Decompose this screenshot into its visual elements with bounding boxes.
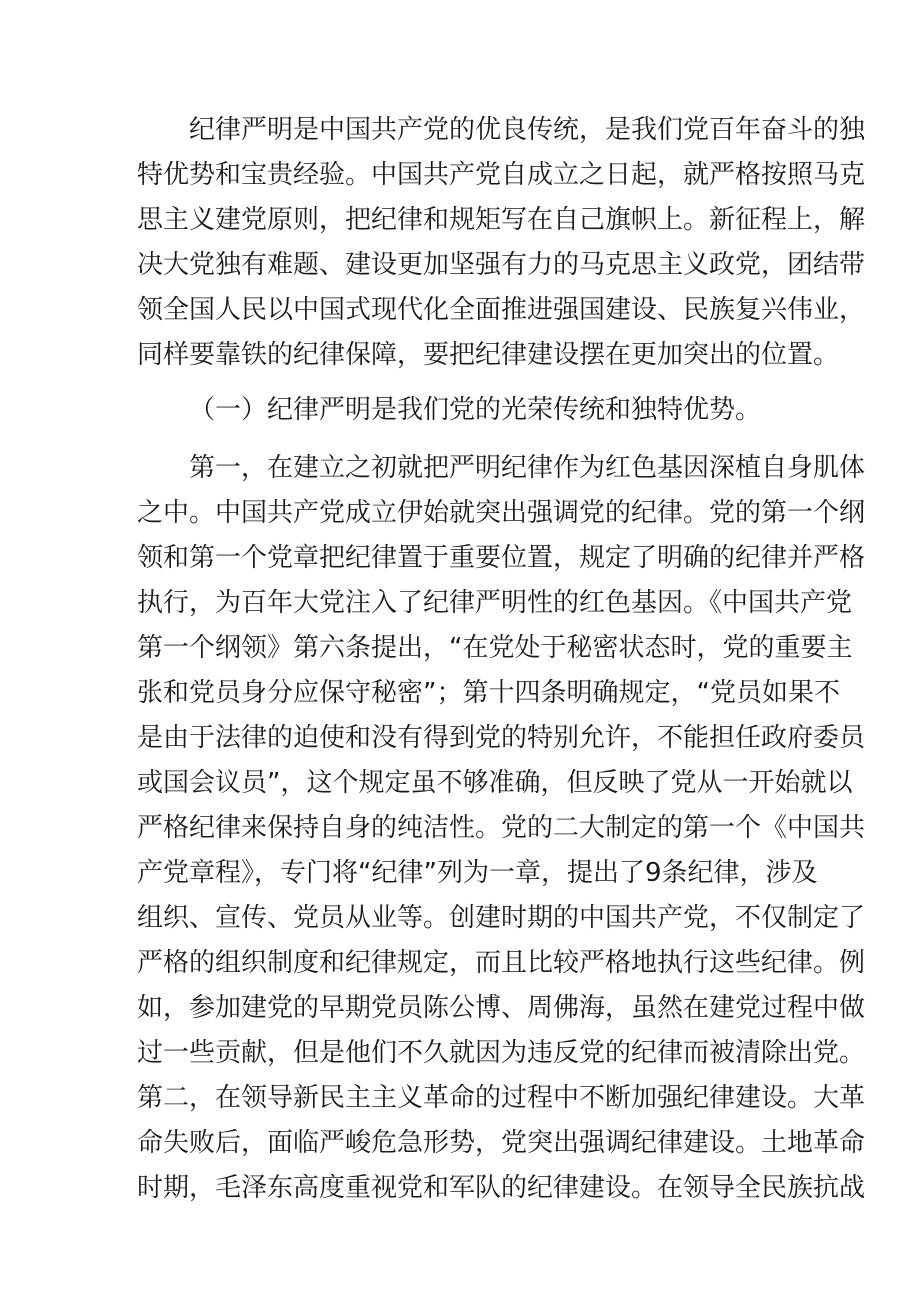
intro-line-6: 同样要靠铁的纪律保障，要把纪律建设摆在更加突出的位置。 [137, 340, 840, 370]
body-line-13: 如，参加建党的早期党员陈公博、周佛海，虽然在建党过程中做 [137, 993, 866, 1023]
body-line-4: 执行，为百年大党注入了纪律严明性的红色基因。《中国共产党 [137, 588, 853, 618]
body-line-17: 时期，毛泽东高度重视党和军队的纪律建设。在领导全民族抗战 [137, 1173, 866, 1203]
body-line-15: 第二，在领导新民主主义革命的过程中不断加强纪律建设。大革 [137, 1083, 866, 1113]
body-line-11: 组织、宣传、党员从业等。创建时期的中国共产党，不仅制定了 [137, 903, 866, 933]
body-line-3: 领和第一个党章把纪律置于重要位置，规定了明确的纪律并严格 [137, 543, 866, 573]
body-line-5: 第一个纲领》第六条提出，“在党处于秘密状态时，党的重要主 [137, 633, 853, 663]
body-line-9: 严格纪律来保持自身的纯洁性。党的二大制定的第一个《中国共 [137, 813, 866, 843]
intro-line-5: 领全国人民以中国式现代化全面推进强国建设、民族复兴伟业， [137, 295, 866, 325]
body-line-16: 命失败后，面临严峻危急形势，党突出强调纪律建设。土地革命 [137, 1128, 866, 1158]
intro-line-2: 特优势和宝贵经验。中国共产党自成立之日起，就严格按照马克 [137, 160, 866, 190]
body-line-6: 张和党员身分应保守秘密”；第十四条明确规定，“党员如果不 [137, 678, 840, 708]
intro-line-3: 思主义建党原则，把纪律和规矩写在自己旗帜上。新征程上，解 [137, 205, 866, 235]
body-line-14: 过一些贡献，但是他们不久就因为违反党的纪律而被清除出党。 [137, 1038, 866, 1068]
body-line-10: 产党章程》，专门将“纪律”列为一章，提出了9条纪律，涉及 [137, 858, 818, 888]
body-line-1: 第一，在建立之初就把严明纪律作为红色基因深植自身肌体 [189, 453, 866, 483]
section-heading: （一）纪律严明是我们党的光荣传统和独特优势。 [189, 395, 762, 425]
body-line-8: 或国会议员”，这个规定虽不够准确，但反映了党从一开始就以 [137, 768, 853, 798]
body-line-7: 是由于法律的迫使和没有得到党的特别允许，不能担任政府委员 [137, 723, 866, 753]
body-line-2: 之中。中国共产党成立伊始就突出强调党的纪律。党的第一个纲 [137, 498, 866, 528]
body-line-12: 严格的组织制度和纪律规定，而且比较严格地执行这些纪律。例 [137, 948, 866, 978]
intro-line-4: 决大党独有难题、建设更加坚强有力的马克思主义政党，团结带 [137, 250, 866, 280]
intro-line-1: 纪律严明是中国共产党的优良传统，是我们党百年奋斗的独 [189, 115, 866, 145]
